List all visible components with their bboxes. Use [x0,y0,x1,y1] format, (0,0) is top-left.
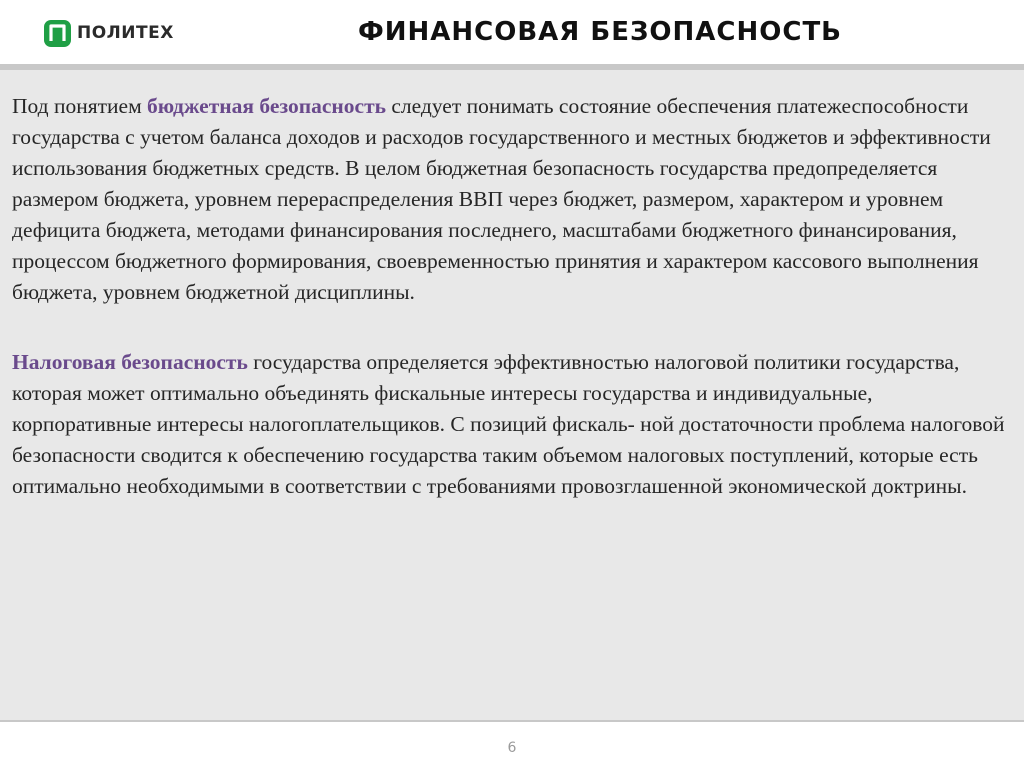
paragraph-text: следует понимать состояние обеспечения платежеспособности государства с учетом баланса доходов и расходов государственного и местных бюджетов и эффективности использования бюджетных средств. В целом бюджетная безопасность государства предопределяется размером бюджета, уровнем перераспределения ВВП через бюджет, размером, характером и уровнем дефицита бюджета, методами финансирования последнего, масштабами бюджетного финансирования, процессом бюджетного формирования, своевременностью принятия и характером кассового выполнения бюджета, уровнем бюджетной дисциплины. [12,94,991,304]
slide-header [0,0,1024,64]
page-number: 6 [507,740,517,756]
logo-text: ПОЛИТЕХ [77,23,174,43]
slide-title: ФИНАНСОВАЯ БЕЗОПАСНОСТЬ [358,17,842,47]
body-text [12,91,1012,502]
paragraph-lead: Под понятием [12,94,148,118]
logo [44,19,174,47]
paragraph-text: государства определяется эффективностью налоговой политики государства, которая может оптимально объединять фискальные интересы государства и индивидуальные, корпоративные интересы налогоплательщиков. С позиций фискаль- ной достаточности проблема налоговой безопасности сводится к обеспечению государства таким объемом налоговых поступлений, которые есть оптимально необходимыми в соответствии с требованиями провозглашенной экономической доктрины. [12,350,1005,498]
term-budget-security: бюджетная безопасность [147,94,386,118]
footer-divider [0,720,1024,722]
politeh-logo-icon [44,20,71,47]
term-tax-security: Налоговая безопасность [12,350,248,374]
paragraph-tax-security [12,347,1012,502]
paragraph-budget-security [12,91,1012,308]
